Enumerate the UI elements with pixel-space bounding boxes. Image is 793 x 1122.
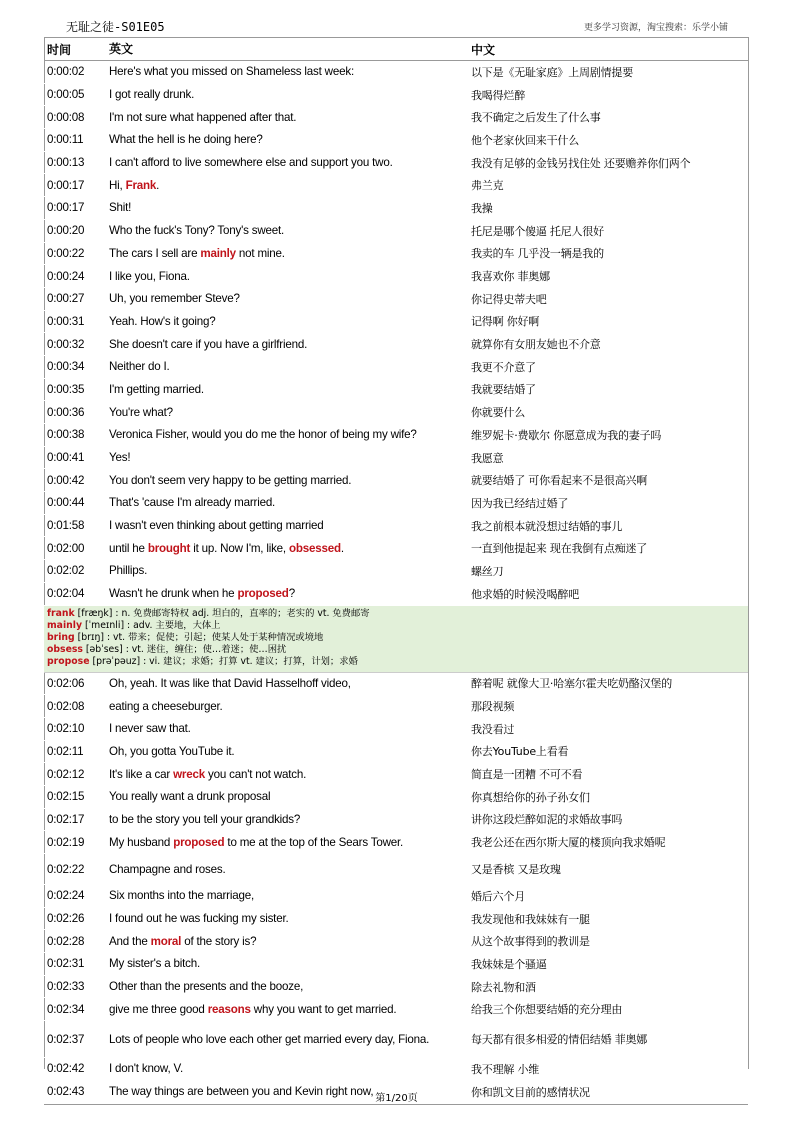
timestamp-cell: 0:00:22 [47,246,85,260]
table-row [44,908,748,931]
table-row [44,106,748,129]
chinese-cell: 我没看过 [471,722,515,736]
chinese-cell: 醉着呢 就像大卫·哈塞尔霍夫吃奶酪汉堡的 [471,677,672,691]
timestamp-cell: 0:00:32 [47,337,85,351]
english-text: I'm getting married. [109,382,204,396]
english-text: I found out he was fucking my sister. [109,912,289,926]
chinese-cell: 我不理解 小维 [471,1062,540,1076]
chinese-cell: 你和凯文目前的感情状况 [471,1085,590,1099]
chinese-cell: 又是香槟 又是玫瑰 [471,863,561,876]
table-row [44,333,748,356]
timestamp-cell: 0:00:17 [47,178,85,192]
english-text: Six months into the marriage, [109,889,254,903]
table-row [44,673,748,696]
chinese-cell: 维罗妮卡·费歇尔 你愿意成为我的妻子吗 [471,428,662,442]
english-cell [109,863,471,876]
english-text: . [156,178,160,192]
timestamp-cell: 0:02:06 [47,676,85,690]
table-row [44,763,748,786]
timestamp-cell: 0:00:31 [47,314,85,328]
english-cell [109,179,471,192]
english-text: Oh, you gotta YouTube it. [109,744,235,758]
english-cell [109,935,471,948]
english-text: You don't seem very happy to be getting married. [109,473,352,487]
chinese-cell: 我操 [471,201,493,215]
timestamp-cell: 0:01:58 [47,519,85,533]
english-cell [109,292,471,305]
english-text: of the story is? [181,934,257,948]
english-text: She doesn't care if you have a girlfriend. [109,337,308,351]
highlighted-word: wreck [173,767,205,781]
chinese-cell: 我卖的车 几乎没一辆是我的 [471,247,604,261]
table-row [44,583,748,606]
english-cell [109,156,471,169]
english-text: I never saw that. [109,722,191,736]
vocab-definition: [fræŋk] : n. 免费邮寄特权 adj. 坦白的，直率的；老实的 vt. 免费邮寄 [74,607,370,619]
timestamp-cell: 0:00:11 [47,133,84,147]
vocab-word: mainly [47,619,83,631]
highlighted-word: moral [150,934,182,948]
table-row [44,197,748,220]
english-text: You really want a drunk proposal [109,790,271,804]
chinese-cell: 一直到他提起来 现在我倒有点痴迷了 [471,542,648,556]
english-text: ? [288,587,295,601]
english-text: Shit! [109,201,132,215]
chinese-cell: 给我三个你想要结婚的充分理由 [471,1003,623,1017]
timestamp-cell: 0:02:37 [47,1032,85,1046]
english-text: Uh, you remember Steve? [109,292,240,306]
timestamp-cell: 0:02:34 [47,1002,85,1016]
chinese-cell: 就算你有女朋友她也不介意 [471,338,601,352]
table-row [44,695,748,718]
column-header-time: 时间 [47,42,72,57]
english-text: You're what? [109,405,173,419]
english-text: Yeah. How's it going? [109,314,216,328]
english-cell [109,768,471,781]
subtitle-rows-part-2 [44,673,748,1104]
timestamp-cell: 0:02:11 [47,744,84,758]
chinese-cell: 婚后六个月 [471,889,525,903]
english-cell [109,912,471,925]
chinese-cell: 简直是一团糟 不可不看 [471,768,583,782]
english-cell [109,474,471,487]
english-cell [109,111,471,124]
column-header-chinese: 中文 [471,42,496,57]
table-row [44,976,748,999]
english-cell [109,451,471,464]
timestamp-cell: 0:00:27 [47,292,85,306]
english-text: to be the story you tell your grandkids? [109,812,301,826]
english-text: That's 'cause I'm already married. [109,496,276,510]
chinese-cell: 我妹妹是个骚逼 [471,957,547,971]
chinese-cell: 我愿意 [471,451,504,465]
english-cell [109,201,471,214]
table-row [44,537,748,560]
chinese-cell: 弗兰克 [471,179,504,193]
english-text: I got really drunk. [109,88,195,102]
highlighted-word: proposed [237,587,289,601]
vocab-word: propose [47,655,90,667]
english-text: I wasn't even thinking about getting married [109,519,324,533]
table-row [44,1058,748,1081]
timestamp-cell: 0:02:08 [47,699,85,713]
timestamp-cell: 0:02:42 [47,1062,85,1076]
chinese-cell: 除去礼物和酒 [471,980,536,994]
table-row [44,1021,748,1058]
table-row [44,379,748,402]
english-text: not mine. [235,246,285,260]
english-text: I'm not sure what happened after that. [109,110,297,124]
english-text: I don't know, V. [109,1062,183,1076]
english-text: it up. Now I'm, like, [190,541,289,555]
english-text: you can't not watch. [204,767,307,781]
table-row [44,809,748,832]
timestamp-cell: 0:02:43 [47,1085,85,1099]
timestamp-cell: 0:02:26 [47,912,85,926]
vocab-entry [47,644,748,656]
english-text: Neither do I. [109,360,170,374]
table-row [44,152,748,175]
chinese-cell: 你真想给你的孙子孙女们 [471,790,590,804]
timestamp-cell: 0:02:31 [47,957,85,971]
english-text: My husband [109,835,174,849]
english-text: The cars I sell are [109,246,201,260]
english-cell [109,270,471,283]
chinese-cell: 托尼是哪个傻逼 托尼人很好 [471,224,604,238]
english-cell [109,980,471,993]
vocab-entry [47,656,748,668]
table-row [44,243,748,266]
english-cell [109,587,471,600]
english-cell [109,406,471,419]
table-row [44,560,748,583]
english-text: What the hell is he doing here? [109,133,263,147]
timestamp-cell: 0:02:04 [47,587,85,601]
english-cell [109,65,471,78]
english-cell [109,813,471,826]
vocab-definition: [brɪŋ] : vt. 带来；促使；引起；使某人处于某种情况或境地 [74,631,324,643]
english-cell [109,1062,471,1075]
vocabulary-box [44,606,748,673]
highlighted-word: reasons [207,1002,251,1016]
vocab-entry [47,608,748,620]
table-row [44,356,748,379]
table-row [44,265,748,288]
english-text: Champagne and roses. [109,862,226,876]
table-row [44,741,748,764]
timestamp-cell: 0:02:12 [47,767,85,781]
timestamp-cell: 0:00:05 [47,88,85,102]
chinese-cell: 那段视频 [471,700,515,714]
table-row [44,786,748,809]
timestamp-cell: 0:00:41 [47,451,85,465]
english-cell [109,428,471,441]
timestamp-cell: 0:00:17 [47,201,85,215]
document-title: 无耻之徒-S01E05 [66,20,165,34]
highlighted-word: obsessed [288,541,341,555]
timestamp-cell: 0:00:20 [47,224,85,238]
chinese-cell: 我就要结婚了 [471,383,536,397]
english-cell [109,889,471,902]
english-cell [109,360,471,373]
english-text: give me three good [109,1002,208,1016]
chinese-cell: 就要结婚了 可你看起来不是很高兴啊 [471,474,648,488]
timestamp-cell: 0:02:24 [47,889,85,903]
english-text: Lots of people who love each other get married every day, Fiona. [109,1032,430,1046]
english-text: Veronica Fisher, would you do me the honor of being my wife? [109,428,417,442]
table-row [44,831,748,854]
chinese-cell: 因为我已经结过婚了 [471,496,569,510]
chinese-cell: 我喝得烂醉 [471,88,525,102]
english-cell [109,224,471,237]
english-cell [109,88,471,101]
table-row [44,174,748,197]
chinese-cell: 我不确定之后发生了什么事 [471,111,601,125]
english-cell [109,957,471,970]
english-text: It's like a car [109,767,174,781]
english-text: Oh, yeah. It was like that David Hasselhoff video, [109,676,351,690]
chinese-cell: 我喜欢你 菲奥娜 [471,270,550,284]
english-cell [109,564,471,577]
timestamp-cell: 0:02:02 [47,564,85,578]
english-cell [109,315,471,328]
table-row [44,401,748,424]
english-cell [109,496,471,509]
timestamp-cell: 0:00:38 [47,428,85,442]
english-cell [109,542,471,555]
table-row [44,718,748,741]
chinese-cell: 他求婚的时候没喝醉吧 [471,587,579,601]
english-text: until he [109,541,148,555]
chinese-cell: 我老公还在西尔斯大厦的楼顶向我求婚呢 [471,836,666,850]
timestamp-cell: 0:00:02 [47,65,85,79]
english-cell [109,247,471,260]
english-text: . [340,541,344,555]
vocab-definition: [ˈmeɪnli] : adv. 主要地，大体上 [82,619,221,631]
table-row [44,447,748,470]
english-text: Who the fuck's Tony? Tony's sweet. [109,224,285,238]
english-cell [109,836,471,849]
timestamp-cell: 0:02:00 [47,541,85,555]
vocab-definition: [prəˈpəuz] : vi. 建议；求婚；打算 vt. 建议；打算，计划；求婚 [89,655,358,667]
timestamp-cell: 0:02:19 [47,835,85,849]
highlighted-word: proposed [173,835,225,849]
english-cell [109,700,471,713]
timestamp-cell: 0:00:24 [47,269,85,283]
subtitle-table [44,37,748,1105]
table-row [44,288,748,311]
english-text: Wasn't he drunk when he [109,587,238,601]
english-cell [109,1003,471,1016]
table-header-row [44,38,748,61]
chinese-cell: 我更不介意了 [471,360,536,374]
timestamp-cell: 0:00:35 [47,382,85,396]
timestamp-cell: 0:00:34 [47,360,85,374]
timestamp-cell: 0:02:28 [47,934,85,948]
table-row [44,220,748,243]
timestamp-cell: 0:02:33 [47,980,85,994]
english-text: The way things are between you and Kevin right now, [109,1085,374,1099]
vocab-definition: [əbˈses] : vt. 迷住，缠住；使…着迷；使…困扰 [82,643,287,655]
english-text: My sister's a bitch. [109,957,200,971]
vocab-entry [47,632,748,644]
table-row [44,61,748,84]
timestamp-cell: 0:00:13 [47,156,85,170]
header-ad-text: 更多学习资源，淘宝搜索：乐学小铺 [583,23,728,33]
english-cell [109,1033,471,1046]
chinese-cell: 我之前根本就没想过结婚的事儿 [471,519,623,533]
chinese-cell: 以下是《无耻家庭》上周剧情提要 [471,65,633,79]
timestamp-cell: 0:02:22 [47,862,85,876]
table-row [44,492,748,515]
english-cell [109,133,471,146]
column-header-english: 英文 [109,41,134,56]
vocab-word: bring [47,631,75,643]
page-number: 第1/20页 [375,1093,418,1104]
english-text: eating a cheeseburger. [109,699,223,713]
table-row [44,998,748,1021]
chinese-cell: 讲你这段烂醉如泥的求婚故事吗 [471,813,623,827]
table-row [44,953,748,976]
chinese-cell: 他个老家伙回来干什么 [471,133,579,147]
timestamp-cell: 0:02:17 [47,812,85,826]
table-row [44,515,748,538]
chinese-cell: 你就要什么 [471,406,525,420]
english-text: Other than the presents and the booze, [109,980,304,994]
timestamp-cell: 0:02:10 [47,722,85,736]
table-row [44,129,748,152]
english-text: Here's what you missed on Shameless last week: [109,65,354,79]
chinese-cell: 我发现他和我妹妹有一腿 [471,912,590,926]
table-row [44,930,748,953]
timestamp-cell: 0:00:42 [47,473,85,487]
subtitle-rows-part-1 [44,61,748,606]
chinese-cell: 我没有足够的金钱另找住处 还要赡养你们两个 [471,156,691,170]
vocab-word: obsess [47,643,83,655]
english-cell [109,745,471,758]
table-row [44,885,748,908]
vocab-entry [47,620,748,632]
english-cell [109,383,471,396]
timestamp-cell: 0:02:15 [47,790,85,804]
chinese-cell: 螺丝刀 [471,564,504,578]
table-row [44,424,748,447]
english-text: And the [109,934,151,948]
table-row [44,469,748,492]
english-text: Phillips. [109,564,148,578]
english-text: I can't afford to live somewhere else and support you two. [109,156,393,170]
english-text: Yes! [109,451,131,465]
english-text: I like you, Fiona. [109,269,190,283]
highlighted-word: mainly [200,246,236,260]
table-row [44,84,748,107]
timestamp-cell: 0:00:08 [47,110,85,124]
english-cell [109,677,471,690]
english-text: to me at the top of the Sears Tower. [224,835,404,849]
chinese-cell: 你去YouTube上看看 [471,745,569,759]
chinese-cell: 每天都有很多相爱的情侣结婚 菲奥娜 [471,1033,648,1047]
chinese-cell: 你记得史蒂夫吧 [471,292,547,306]
chinese-cell: 从这个故事得到的教训是 [471,935,590,949]
english-text: Hi, [109,178,126,192]
english-text: why you want to get married. [250,1002,397,1016]
timestamp-cell: 0:00:36 [47,405,85,419]
table-row [44,854,748,885]
highlighted-word: Frank [125,178,157,192]
timestamp-cell: 0:00:44 [47,496,85,510]
english-cell [109,338,471,351]
table-right-border [748,37,749,1069]
table-row [44,311,748,334]
highlighted-word: brought [147,541,191,555]
page-header [66,18,728,36]
english-cell [109,790,471,803]
english-cell [109,519,471,532]
vocab-word: frank [47,607,75,619]
chinese-cell: 记得啊 你好啊 [471,315,540,329]
english-cell [109,722,471,735]
